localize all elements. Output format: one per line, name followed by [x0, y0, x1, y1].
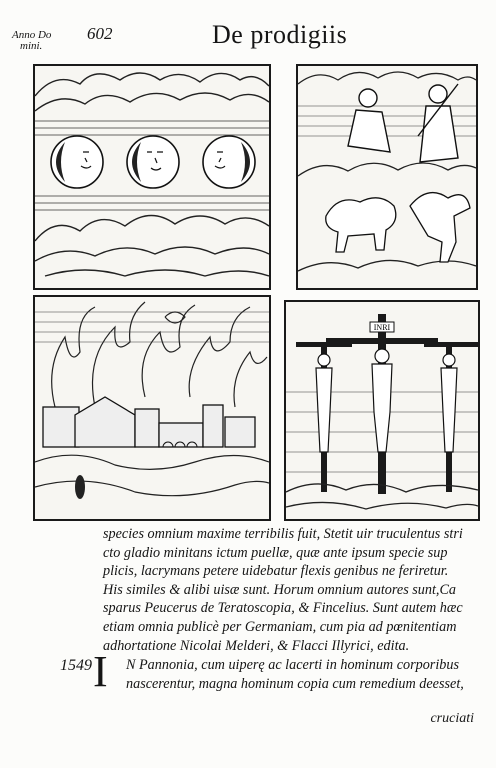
text-line: nascerentur, magna hominum copia cum remedium deesset, — [126, 675, 464, 692]
running-title: De prodigiis — [212, 20, 348, 49]
woodcut-apparition — [296, 64, 478, 290]
text-line: His similes & alibi uisæ sunt. Horum omnium autores sunt,Ca — [103, 581, 457, 598]
text-line: N Pannonia, cum uiperę ac lacerti in hominum corporibus — [126, 657, 459, 673]
text-line: adhortatione Nicolai Melderi, & Flacci Illyrici, edita. — [103, 637, 410, 654]
woodcut-three-moons-illustration — [35, 66, 269, 288]
text-line: species omnium maxime terribilis fuit, Stetit uir truculentus stri — [103, 526, 463, 542]
catchword: cruciati — [430, 711, 474, 726]
drop-capital: I — [93, 647, 108, 696]
page-number: 602 — [87, 24, 113, 43]
text-line: cto gladio minitans ictum puellæ, quæ ante ipsum specie sup — [103, 544, 448, 561]
text-line: etiam omnia publicè per Germaniam, cum pia ad pœnitentiam — [103, 618, 457, 635]
margin-year-note: 1549 — [60, 657, 92, 674]
woodcut-three-moons — [33, 64, 271, 290]
margin-note-anno-domini — [12, 30, 51, 52]
second-paragraph — [126, 656, 464, 693]
woodcut-burning-city — [33, 295, 271, 521]
margin-note-line-1: Anno Do — [12, 29, 52, 41]
woodcut-crucifixion — [284, 300, 480, 521]
woodcut-apparition-illustration — [298, 66, 476, 288]
main-paragraph — [103, 525, 475, 655]
text-line: sparus Peucerus de Teratoscopia, & Fincelius. Sunt autem hæc — [103, 600, 463, 617]
inri-inscription: INRI — [373, 323, 391, 332]
text-line: plicis, lacrymans petere uidebatur flexis genibus ne feriretur. — [103, 563, 449, 580]
woodcut-burning-city-illustration — [35, 297, 269, 519]
woodcut-crucifixion-illustration — [286, 302, 478, 519]
margin-note-line-2: mini. — [20, 40, 43, 52]
